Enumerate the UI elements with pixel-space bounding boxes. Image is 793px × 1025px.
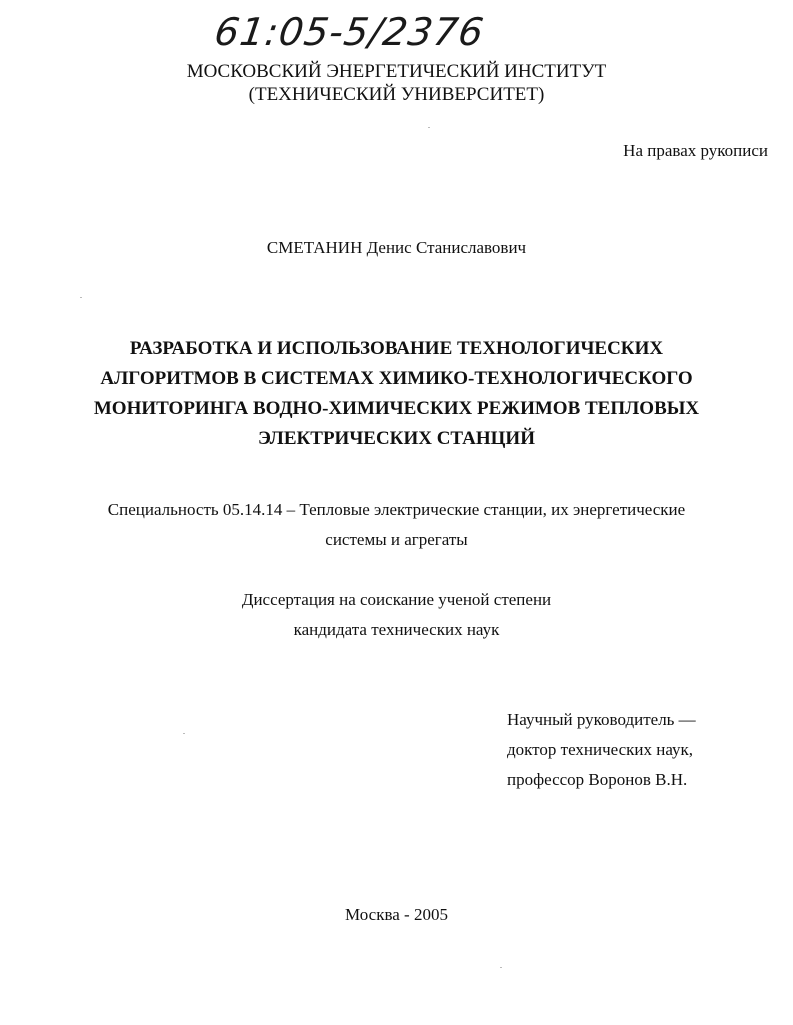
institute-line-1: МОСКОВСКИЙ ЭНЕРГЕТИЧЕСКИЙ ИНСТИТУТ (186, 61, 607, 82)
title-line-3: МОНИТОРИНГА ВОДНО-ХИМИЧЕСКИХ РЕЖИМОВ ТЕПЛОВЫХ (93, 398, 700, 419)
institute-name (0, 60, 793, 106)
handwritten-archive-mark: 61:05-5/2376 (211, 10, 488, 54)
speciality-line-2: системы и агрегаты (325, 530, 468, 549)
thesis-title (0, 334, 793, 454)
speciality-line-1: Специальность 05.14.14 – Тепловые электрические станции, их энергетические (107, 500, 686, 519)
scan-speck (183, 733, 185, 734)
title-line-1: РАЗРАБОТКА И ИСПОЛЬЗОВАНИЕ ТЕХНОЛОГИЧЕСКИХ (129, 338, 664, 359)
scan-speck (428, 127, 430, 128)
supervisor-block (507, 705, 696, 795)
supervisor-line-1: Научный руководитель — (507, 710, 696, 729)
supervisor-line-3: профессор Воронов В.Н. (507, 770, 688, 789)
title-line-4: ЭЛЕКТРИЧЕСКИХ СТАНЦИЙ (257, 428, 535, 449)
title-line-2: АЛГОРИТМОВ В СИСТЕМАХ ХИМИКО-ТЕХНОЛОГИЧЕСКОГО (100, 368, 693, 389)
degree-line-1: Диссертация на соискание ученой степени (241, 590, 552, 609)
scan-speck (80, 297, 82, 298)
degree-line-2: кандидата технических наук (293, 620, 500, 639)
degree-statement (0, 585, 793, 645)
rights-note: На правах рукописи (623, 141, 768, 160)
institute-line-2: (ТЕХНИЧЕСКИЙ УНИВЕРСИТЕТ) (248, 84, 545, 105)
city-year: Москва - 2005 (345, 905, 448, 924)
scan-speck (500, 967, 502, 968)
supervisor-line-2: доктор технических наук, (507, 740, 694, 759)
speciality (0, 495, 793, 555)
author-name: СМЕТАНИН Денис Станиславович (266, 238, 527, 257)
